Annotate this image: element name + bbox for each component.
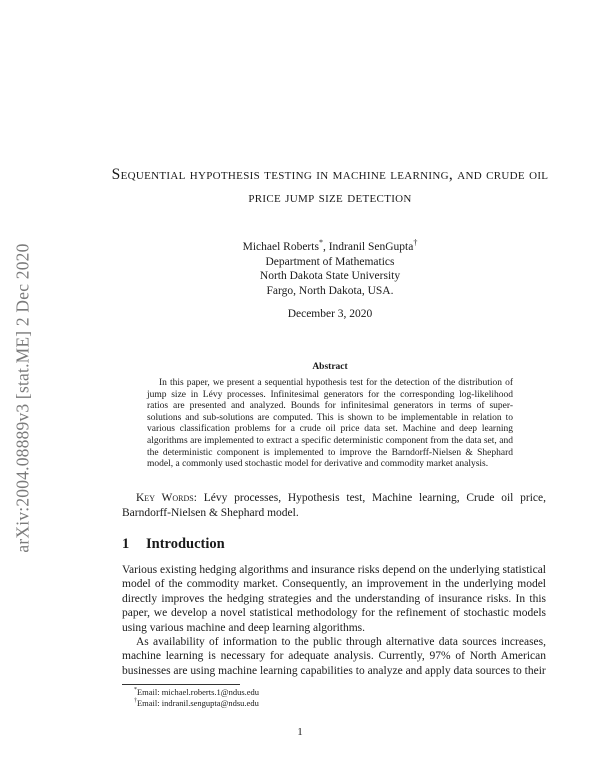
page-number: 1 [297,726,303,738]
footnote-2-marker: † [134,698,137,705]
abstract-body: In this paper, we present a sequential hypothesis test for the detection of the distribution of jump size in Lévy processes. Infinitesimal generators for the corresponding log-likelihood ratios are presented and analyzed. Bounds for infinitesimal generators in terms of super-solutions and sub-solutions are computed. This is shown to be implementable in relation to various classification problems for a crude oil price data set. Machine and deep learning algorithms are implemented to extract a specific deterministic component from the data set, and the deterministic component is implemented to improve the Barndorff-Nielsen & Shephard model, a commonly used stochastic model for derivative and commodity market analysis. [147,378,513,470]
footnote-marker-1: * [318,238,323,248]
author-line [100,240,560,255]
section-number: 1 [122,536,130,552]
footnote-2 [122,698,546,709]
university: North Dakota State University [259,270,401,282]
paper-title: Sequential hypothesis testing in machine learning, and crude oil price jump size detection [111,166,549,206]
body-paragraph-2: As availability of information to the public through alternative data sources increases, machine learning is necessary for adequate analysis. Currently, 97% of North American businesses are using machine learning capabilities to analyze and apply data sources to their [122,636,546,677]
arxiv-sidebar [8,205,38,590]
section-title: Introduction [146,536,225,552]
arxiv-identifier: arXiv:2004.08889v3 [stat.ME] 2 Dec 2020 [12,242,33,553]
author-name-2: Indranil SenGupta [328,241,414,253]
keywords-text: Lévy processes, Hypothesis test, Machine learning, Crude oil price, Barndorff-Nielsen & Shephard model. [122,492,546,519]
abstract-heading: Abstract [312,362,348,372]
footnotes [122,687,546,709]
paper-date: December 3, 2020 [287,308,373,320]
keywords [122,491,546,520]
footnote-marker-2: † [413,238,418,248]
footnote-1-text: Email: michael.roberts.1@ndus.edu [136,687,260,697]
footnote-2-text: Email: indranil.sengupta@ndsu.edu [136,698,259,708]
author-separator: , [322,241,329,253]
footnote-divider [122,684,240,685]
author-name-1: Michael Roberts [242,241,319,253]
footnote-1 [122,687,546,698]
department: Department of Mathematics [265,255,395,268]
body-paragraph-1: Various existing hedging algorithms and insurance risks depend on the underlying statistical model of the commodity market. Consequently, an improvement in the underlying model directly improves the hedging strategies and the understanding of insurance risks. In this paper, we develop a novel statistical methodology for the refinement of stochastic models using various machine and deep learning algorithms. [122,564,546,634]
author-block [100,240,560,298]
keywords-label: Key Words: [136,492,197,504]
location: Fargo, North Dakota, USA. [266,284,394,297]
section-heading [122,536,225,553]
footnote-1-marker: * [134,687,137,694]
